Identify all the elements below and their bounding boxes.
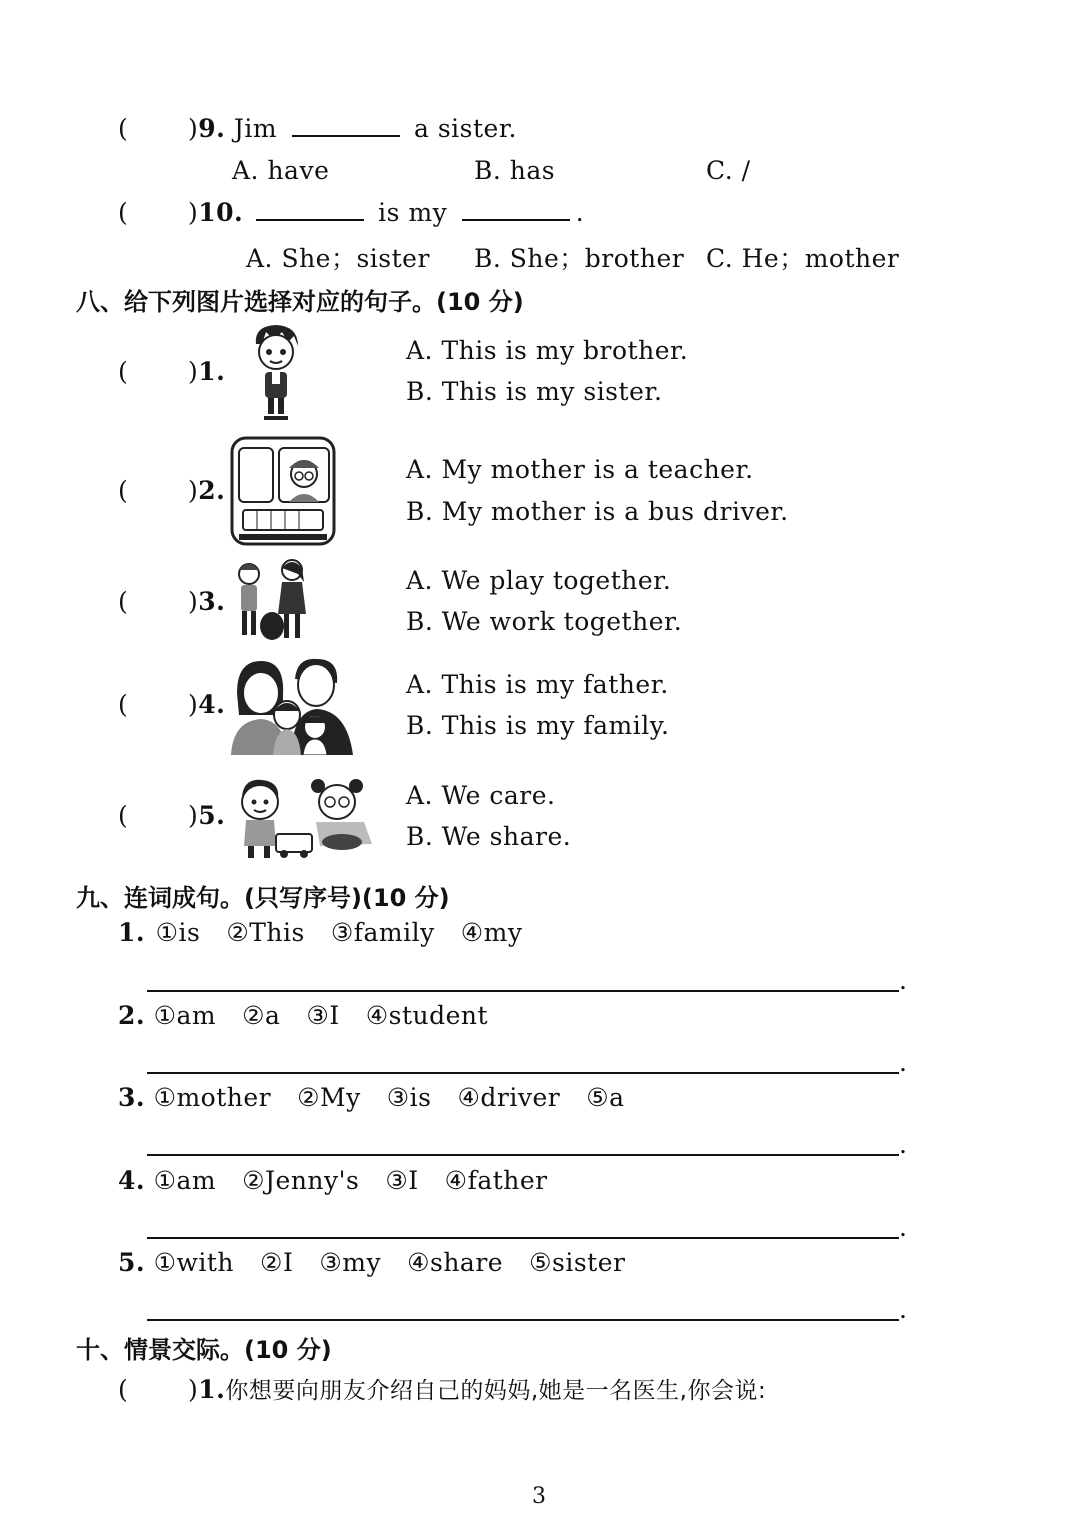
s9-item2-words: 2. ①am ②a ③I ④student [118,1001,489,1030]
s10-q1: ( )1.你想要向朋友介绍自己的妈妈,她是一名医生,你会说: [118,1375,767,1404]
q10-option-b: B. She；brother [474,244,685,273]
s9-item3-period: . [899,1130,907,1159]
s9-item4-answer-line[interactable] [147,1237,899,1239]
s9-item1-answer-line[interactable] [147,990,899,992]
q9-option-c: C. / [706,156,751,185]
s8-item5-option-a: A. We care. [406,781,556,810]
q10-blank-2[interactable] [462,218,570,221]
q9-row: ( )9. Jim a sister. [118,114,517,143]
q10-option-c: C. He；mother [706,244,900,273]
s8-item3-option-b: B. We work together. [406,607,683,636]
s9-item2-period: . [899,1048,907,1077]
s9-item5-words: 5. ①with ②I ③my ④share ⑤sister [118,1248,626,1277]
s8-item5-option-b: B. We share. [406,822,572,851]
s9-item3-answer-line[interactable] [147,1154,899,1156]
s8-item2-option-b: B. My mother is a bus driver. [406,497,789,526]
q10-option-a: A. She；sister [246,244,430,273]
page-number: 3 [532,1484,546,1509]
s8-item1-option-a: A. This is my brother. [406,336,689,365]
s9-item5-period: . [899,1295,907,1324]
s9-item4-period: . [899,1213,907,1242]
bus-driver-icon [229,434,337,548]
q9-option-a: A. have [232,156,330,185]
s8-item2-option-a: A. My mother is a teacher. [406,455,754,484]
s9-item5-answer-line[interactable] [147,1319,899,1321]
q10-row: ( )10. is my . [118,198,585,227]
family-icon [229,655,355,755]
section10-title: 十、情景交际。(10 分) [76,1336,332,1364]
s9-item1-period: . [899,966,907,995]
s9-item2-answer-line[interactable] [147,1072,899,1074]
s8-item1-paren: ( )1. [118,357,226,386]
s8-item5-paren: ( )5. [118,801,226,830]
s8-item4-paren: ( )4. [118,690,226,719]
s9-item1-words: 1. ①is ②This ③family ④my [118,918,523,947]
s8-item3-option-a: A. We play together. [406,566,672,595]
section9-title: 九、连词成句。(只写序号)(10 分) [76,884,450,912]
q9-option-b: B. has [474,156,556,185]
q10-blank-1[interactable] [256,218,364,221]
s8-item2-paren: ( )2. [118,476,226,505]
children-working-icon [232,558,314,644]
s8-item1-option-b: B. This is my sister. [406,377,663,406]
s8-item4-option-a: A. This is my father. [406,670,669,699]
kids-sharing-toys-icon [230,776,376,860]
q9-blank[interactable] [292,134,400,137]
section8-title: 八、给下列图片选择对应的句子。(10 分) [76,288,524,316]
s9-item4-words: 4. ①am ②Jenny's ③I ④father [118,1166,548,1195]
s8-item4-option-b: B. This is my family. [406,711,670,740]
boy-icon [248,322,304,422]
s8-item3-paren: ( )3. [118,587,226,616]
s9-item3-words: 3. ①mother ②My ③is ④driver ⑤a [118,1083,625,1112]
